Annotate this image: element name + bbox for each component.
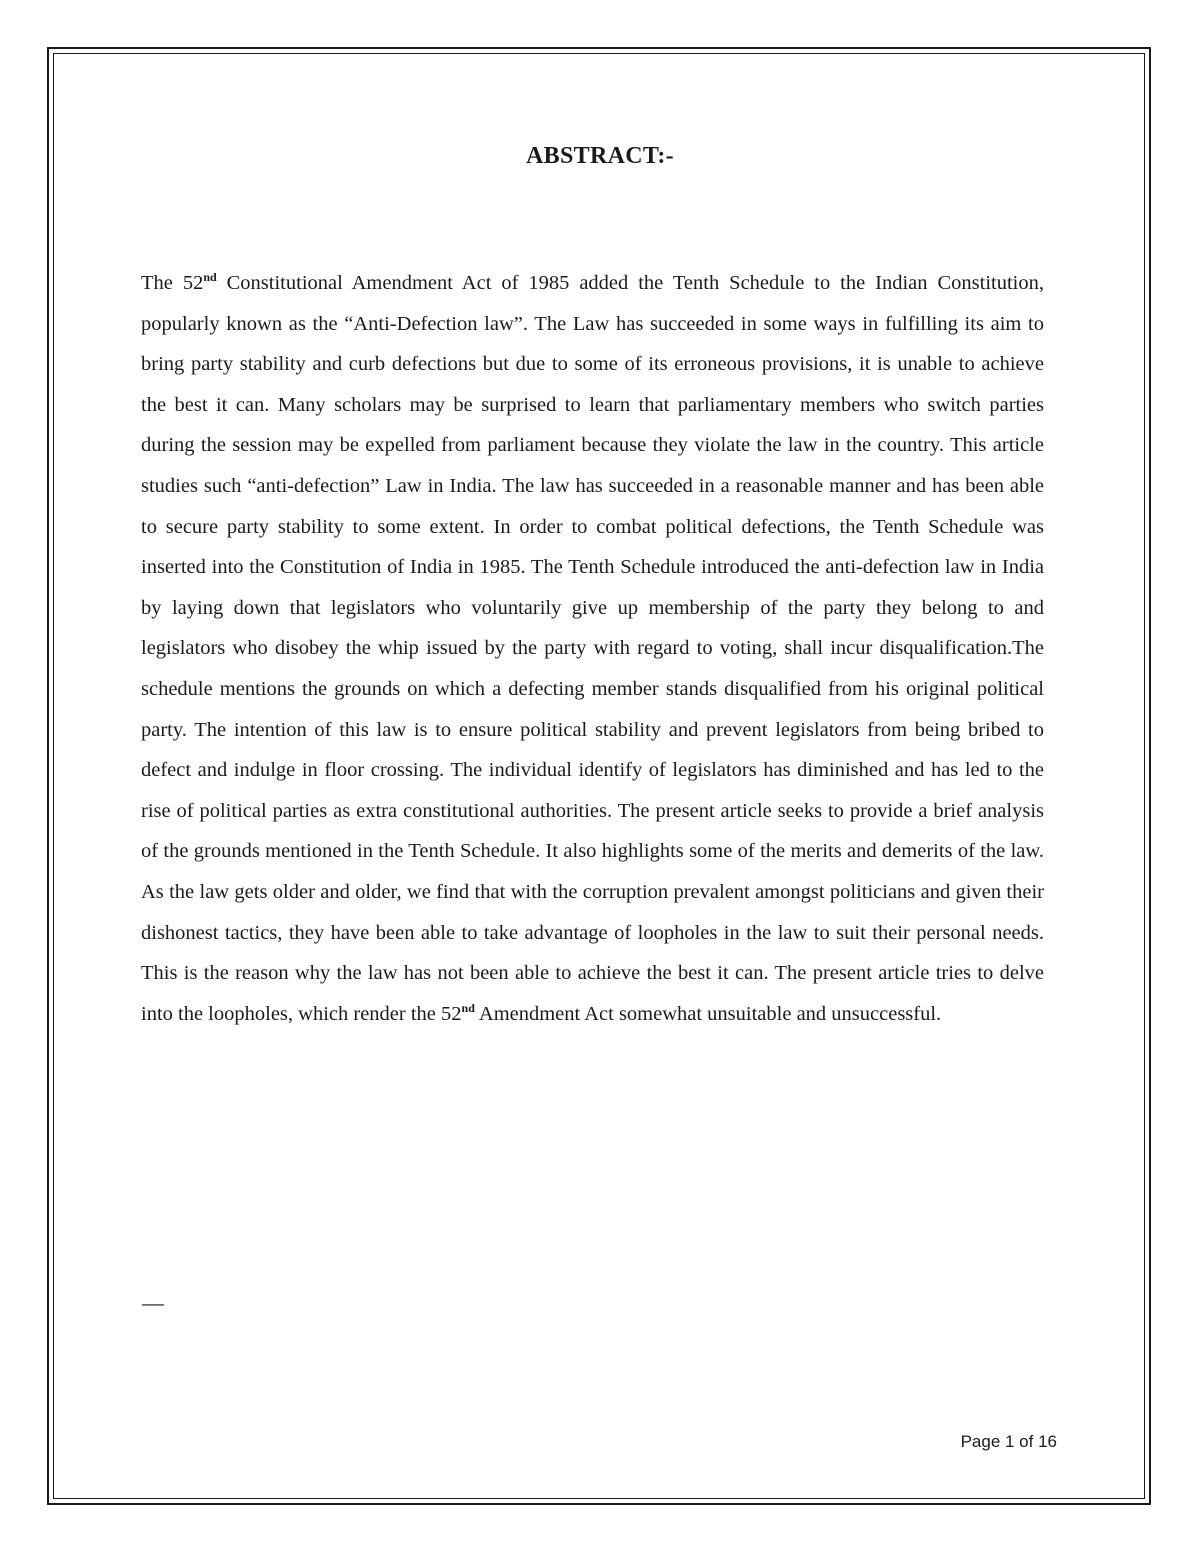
- abstract-paragraph: [141, 263, 1044, 1034]
- ordinal-suffix: nd: [203, 270, 217, 285]
- abstract-text-part-1: The 52: [141, 272, 204, 294]
- abstract-text-part-3: Amendment Act somewhat unsuitable and unsuccessful.: [474, 1002, 942, 1025]
- page-number-footer: Page 1 of 16: [960, 1432, 1057, 1451]
- dash-mark: —: [142, 1290, 164, 1315]
- abstract-heading: ABSTRACT:-: [526, 143, 674, 169]
- ordinal-suffix: nd: [461, 1000, 475, 1015]
- abstract-text-part-2: Constitutional Amendment Act of 1985 added the Tenth Schedule to the Indian Constitution, popularly known as the “Anti-Defection law”. The Law has succeeded in some ways in fulfilling its aim to bring party stability and curb defections but due to some of its erroneous provisions, it is unable to achieve the best it can. Many scholars may be surprised to learn that parliamentary members who switch parties during the session may be expelled from parliament because they violate the law in the country. This article studies such “anti-defection” Law in India. The law has succeeded in a reasonable manner and has been able to secure party stability to some extent. In order to combat political defections, the Tenth Schedule was inserted into the Constitution of India in 1985. The Tenth Schedule introduced the anti-defection law in India by laying down that legislators who voluntarily give up membership of the party they belong to and legislators who disobey the whip issued by the party with regard to voting, shall incur disqualification.The schedule mentions the grounds on which a defecting member stands disqualified from his original political party. The intention of this law is to ensure political stability and prevent legislators from being bribed to defect and indulge in floor crossing. The individual identify of legislators has diminished and has led to the rise of political parties as extra constitutional authorities. The present article seeks to provide a brief analysis of the grounds mentioned in the Tenth Schedule. It also highlights some of the merits and demerits of the law. As the law gets older and older, we find that with the corruption prevalent amongst politicians and given their dishonest tactics, they have been able to take advantage of loopholes in the law to suit their personal needs. This is the reason why the law has not been able to achieve the best it can. The present article tries to delve into the loopholes, which render the 52: [141, 272, 1044, 1025]
